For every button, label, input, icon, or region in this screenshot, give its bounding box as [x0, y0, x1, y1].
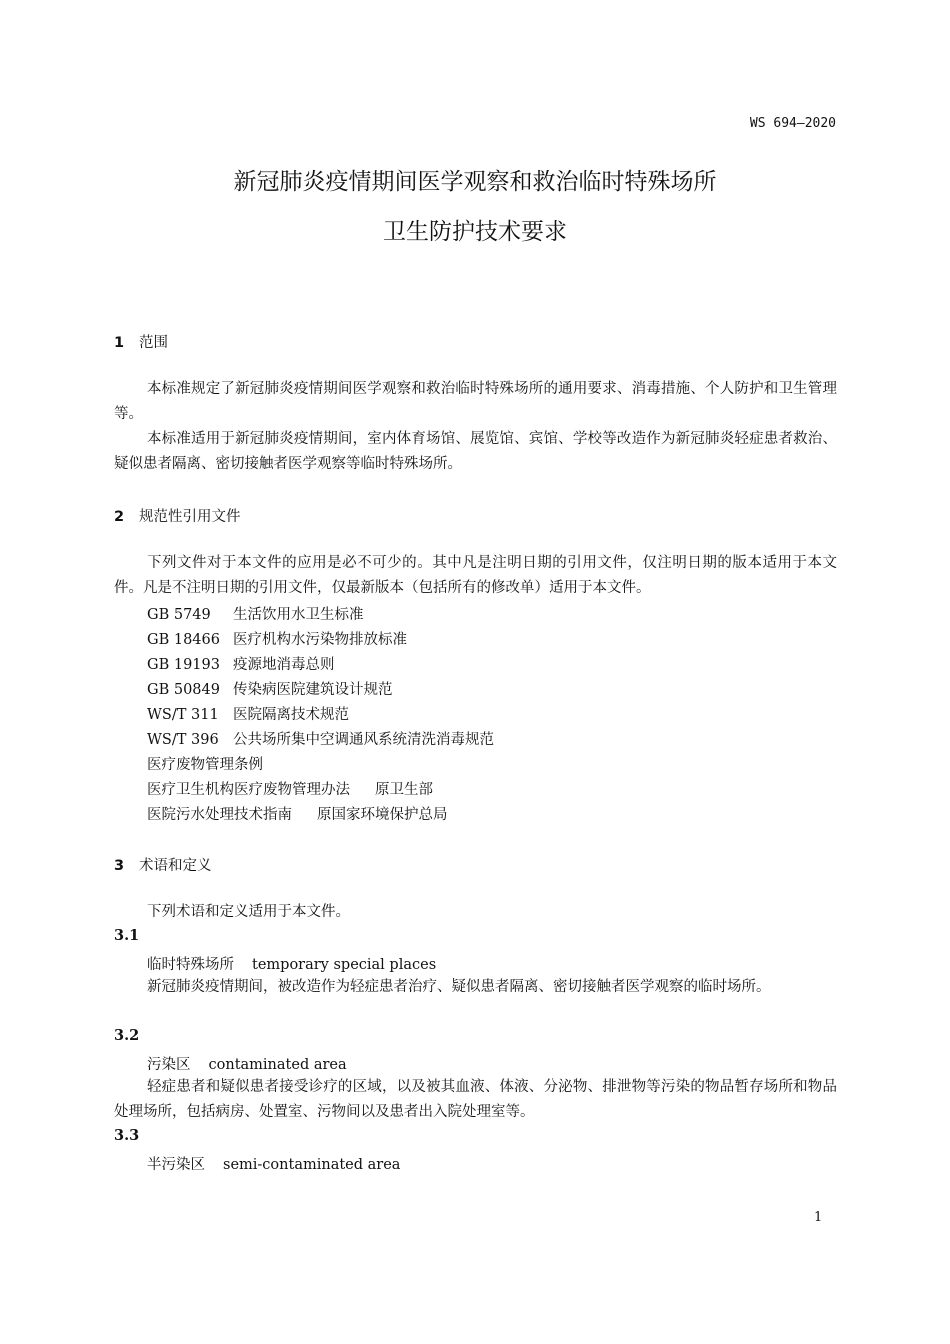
section-title: 范围	[139, 335, 168, 351]
section-2-heading	[114, 505, 241, 526]
term-number: 3.1	[114, 927, 140, 944]
normative-reference	[147, 753, 263, 774]
section-1-paragraph-2: 本标准适用于新冠肺炎疫情期间，室内体育场馆、展览馆、宾馆、学校等改造作为新冠肺炎轻症患者救治、疑似患者隔离、密切接触者医学观察等临时特殊场所。	[114, 431, 837, 472]
section-number: 2	[114, 509, 125, 525]
normative-reference	[147, 653, 335, 674]
reference-issuer: 原卫生部	[375, 782, 433, 798]
term-definition: 轻症患者和疑似患者接受诊疗的区域，以及被其血液、体液、分泌物、排泄物等污染的物品暂存场所和物品处理场所，包括病房、处置室、污物间以及患者出入院处理室等。	[114, 1079, 837, 1120]
term-definition: 新冠肺炎疫情期间，被改造作为轻症患者治疗、疑似患者隔离、密切接触者医学观察的临时场所。	[147, 979, 771, 995]
reference-title: 医疗机构水污染物排放标准	[233, 632, 407, 648]
reference-code: GB 5749	[147, 607, 211, 623]
reference-title: 医院隔离技术规范	[233, 707, 349, 723]
term-english: contaminated area	[208, 1057, 347, 1073]
section-1-paragraph-1: 本标准规定了新冠肺炎疫情期间医学观察和救治临时特殊场所的通用要求、消毒措施、个人防护和卫生管理等。	[114, 381, 837, 422]
term-english: temporary special places	[252, 957, 437, 973]
section-title: 规范性引用文件	[139, 509, 241, 525]
reference-title: 医院污水处理技术指南	[147, 807, 292, 823]
normative-reference	[147, 678, 393, 699]
normative-reference	[147, 728, 494, 749]
document-title-line-1: 新冠肺炎疫情期间医学观察和救治临时特殊场所	[233, 169, 717, 195]
reference-title: 疫源地消毒总则	[233, 657, 335, 673]
section-3-intro: 下列术语和定义适用于本文件。	[147, 904, 350, 920]
reference-title: 医疗废物管理条例	[147, 757, 263, 773]
section-2-paragraph-1: 下列文件对于本文件的应用是必不可少的。其中凡是注明日期的引用文件，仅注明日期的版本适用于本文件。凡是不注明日期的引用文件，仅最新版本（包括所有的修改单）适用于本文件。	[114, 555, 837, 596]
reference-issuer: 原国家环境保护总局	[317, 807, 448, 823]
reference-title: 传染病医院建筑设计规范	[233, 682, 393, 698]
normative-reference	[147, 628, 407, 649]
reference-title: 生活饮用水卫生标准	[233, 607, 364, 623]
reference-code: WS/T 396	[147, 732, 219, 748]
reference-title: 医疗卫生机构医疗废物管理办法	[147, 782, 350, 798]
section-title: 术语和定义	[139, 858, 212, 874]
term-chinese: 污染区	[147, 1057, 191, 1073]
term-chinese: 半污染区	[147, 1157, 205, 1173]
reference-code: GB 19193	[147, 657, 220, 673]
normative-reference	[147, 603, 364, 624]
term-entry	[147, 953, 436, 974]
term-chinese: 临时特殊场所	[147, 957, 234, 973]
reference-code: GB 18466	[147, 632, 220, 648]
standard-code: WS 694—2020	[749, 116, 836, 131]
section-number: 3	[114, 858, 125, 874]
term-english: semi-contaminated area	[223, 1157, 401, 1173]
section-3-heading	[114, 854, 212, 875]
reference-code: WS/T 311	[147, 707, 219, 723]
term-number: 3.2	[114, 1027, 140, 1044]
reference-code: GB 50849	[147, 682, 220, 698]
normative-reference	[147, 778, 433, 799]
section-1-heading	[114, 331, 168, 352]
section-number: 1	[114, 335, 125, 351]
term-entry	[147, 1053, 347, 1074]
term-entry	[147, 1153, 400, 1174]
normative-reference	[147, 803, 448, 824]
normative-reference	[147, 703, 349, 724]
reference-title: 公共场所集中空调通风系统清洗消毒规范	[233, 732, 494, 748]
document-title-line-2: 卫生防护技术要求	[383, 219, 567, 245]
page-number: 1	[814, 1210, 823, 1225]
term-number: 3.3	[114, 1127, 140, 1144]
